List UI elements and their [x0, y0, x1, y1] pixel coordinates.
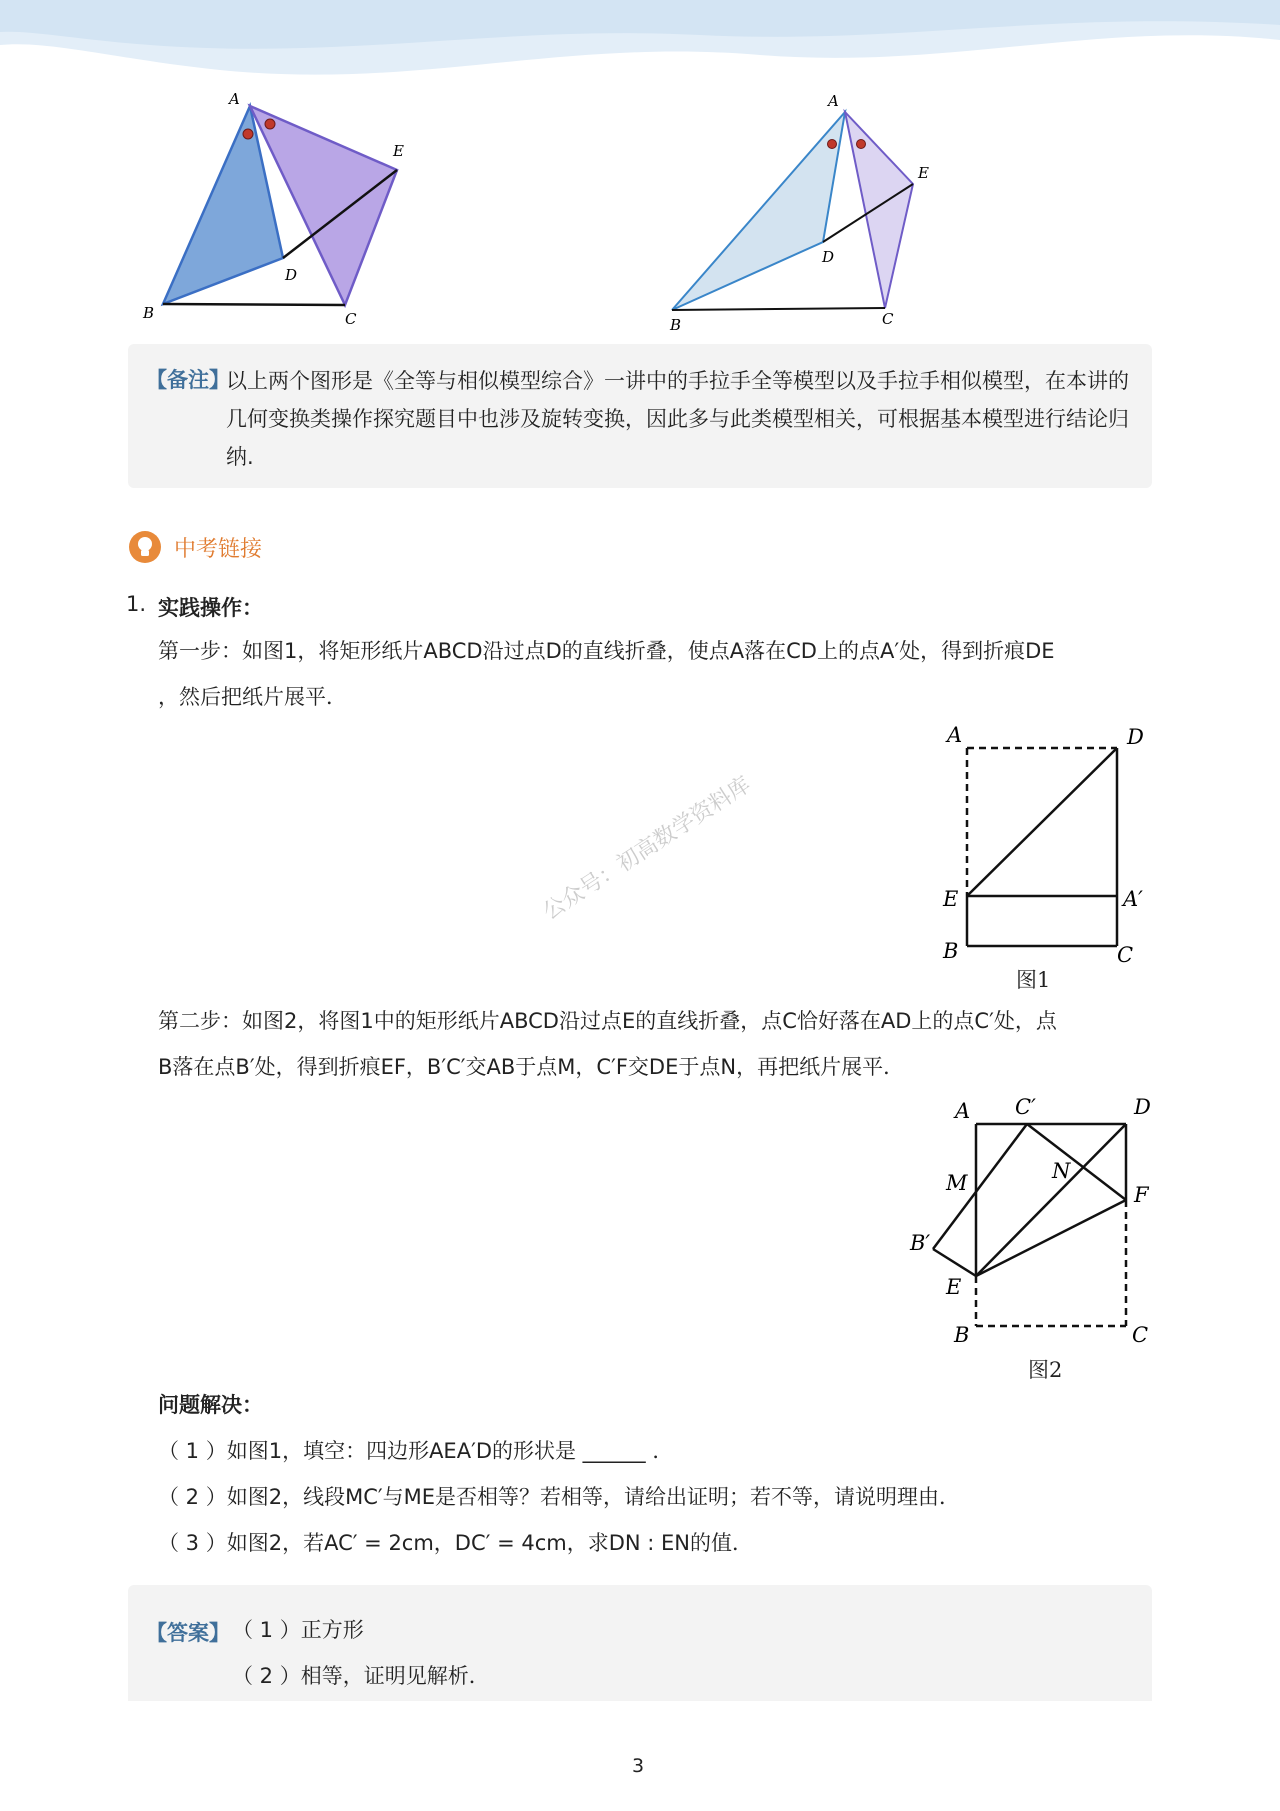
label-C: C [882, 310, 894, 328]
label-A-prime: A′ [1123, 887, 1143, 911]
figure-1-caption: 图1 [1016, 968, 1051, 992]
label-A: A [955, 1099, 971, 1123]
label-C: C [1117, 943, 1134, 967]
label-D: D [822, 248, 835, 266]
figure-2-caption: 图2 [1028, 1358, 1063, 1382]
label-B: B [670, 316, 682, 334]
label-B: B [954, 1323, 970, 1347]
step1-line2: ，然后把纸片展平． [158, 685, 347, 709]
label-D: D [1127, 725, 1144, 749]
section-title: 中考链接 [174, 537, 263, 562]
label-M: M [946, 1171, 968, 1195]
label-E: E [393, 142, 404, 160]
handshake-similar-figure [660, 90, 950, 340]
solve-heading: 问题解决： [158, 1393, 263, 1417]
label-B-prime: B′ [910, 1231, 931, 1255]
label-A: A [828, 92, 839, 110]
question-part-1: （ 1 ）如图1，填空：四边形AEA′D的形状是 ______ ． [158, 1439, 674, 1463]
label-B: B [943, 939, 959, 963]
answer-label: 【答案】 [146, 1621, 230, 1645]
watermark: 公众号：初高数学资料库 [538, 772, 756, 926]
label-E: E [943, 887, 959, 911]
note-text: 以上两个图形是《全等与相似模型综合》一讲中的手拉手全等模型以及手拉手相似模型，在本讲的几何变换类操作探究题目中也涉及旋转变换，因此多与此类模型相关，可根据基本模型进行结论归纳. [226, 369, 1129, 469]
question-part-2: （ 2 ）如图2，线段MC′与ME是否相等？若相等，请给出证明；若不等，请说明理由． [158, 1485, 961, 1509]
label-E: E [946, 1275, 962, 1299]
lightbulb-icon [128, 530, 162, 564]
answer-part-2: （ 2 ）相等，证明见解析． [232, 1664, 490, 1688]
step2-line1: 第二步：如图2，将图1中的矩形纸片ABCD沿过点E的直线折叠，点C恰好落在AD上的点C′处，点 [158, 1009, 1057, 1033]
label-B: B [143, 304, 155, 322]
label-E: E [918, 164, 929, 182]
label-A: A [229, 90, 240, 108]
label-A: A [947, 723, 963, 747]
step2-line2: B落在点B′处，得到折痕EF，B′C′交AB于点M，C′F交DE于点N，再把纸片展平． [158, 1055, 905, 1079]
step1-line1: 第一步：如图1，将矩形纸片ABCD沿过点D的直线折叠，使点A落在CD上的点A′处，得到折痕DE [158, 639, 1055, 663]
label-F: F [1134, 1183, 1149, 1207]
question-part-3: （ 3 ）如图2，若AC′ = 2cm，DC′ = 4cm，求DN : EN的值． [158, 1531, 754, 1555]
note-label: 【备注】 [146, 368, 230, 392]
figure-2-rectangle-fold [900, 1090, 1170, 1350]
question-number: 1. [126, 592, 147, 616]
handshake-congruent-figure [135, 90, 425, 330]
label-N: N [1052, 1159, 1071, 1183]
label-C: C [1132, 1323, 1149, 1347]
label-D: D [285, 266, 298, 284]
page-number: 3 [632, 1755, 645, 1777]
question-heading: 实践操作： [158, 596, 263, 620]
figure-1-rectangle-fold [935, 718, 1155, 948]
label-D: D [1134, 1095, 1151, 1119]
label-C: C [345, 310, 357, 328]
answer-part-1: （ 1 ）正方形 [232, 1618, 364, 1642]
label-C-prime: C′ [1015, 1095, 1036, 1119]
